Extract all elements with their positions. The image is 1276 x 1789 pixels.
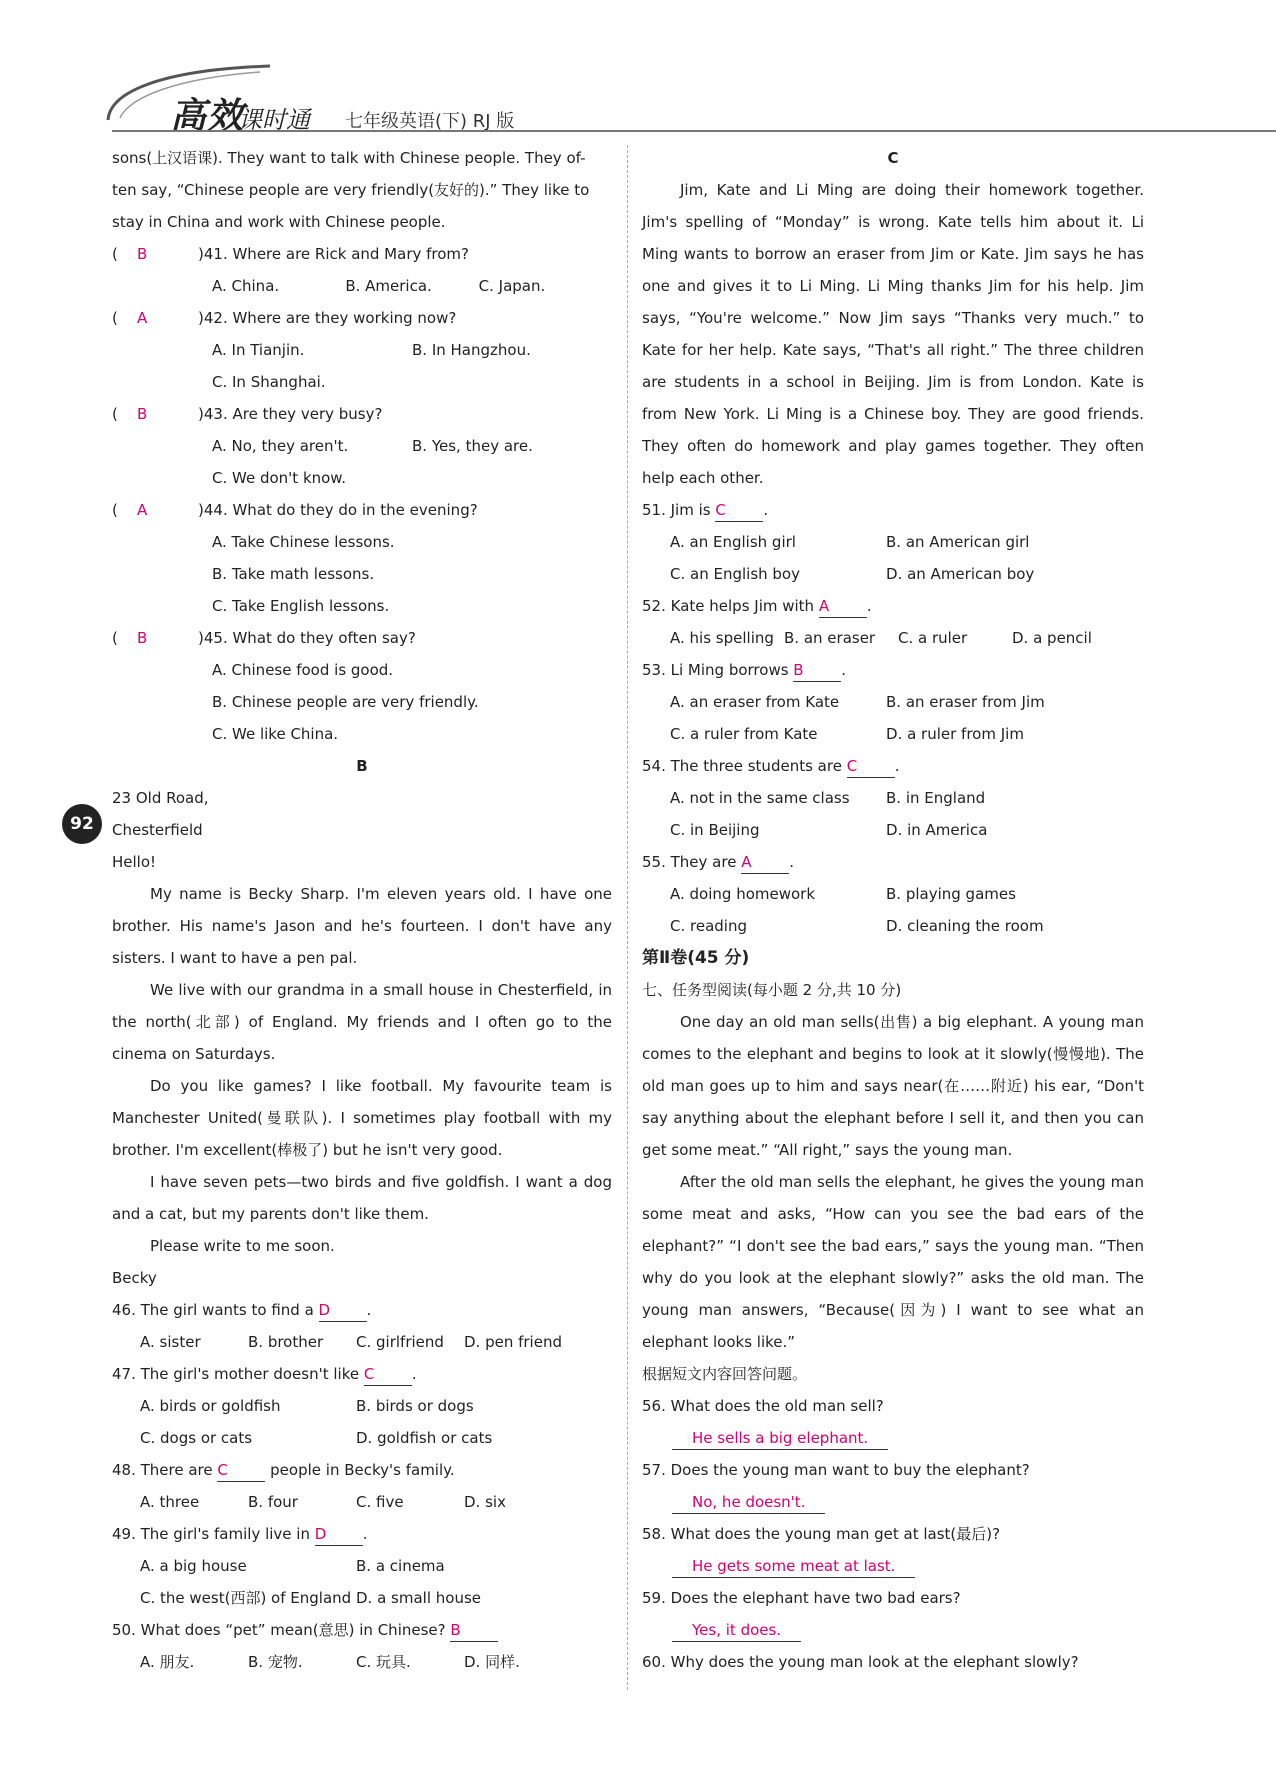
letter-paragraph: Please write to me soon.	[150, 1237, 335, 1255]
option-text: D. an American boy	[886, 565, 1035, 583]
option-text: A. In Tianjin.	[212, 341, 305, 359]
answer-text: He gets some meat at last.	[672, 1555, 915, 1578]
option-text: A. doing homework	[670, 885, 816, 903]
option-text: D. 同样.	[464, 1653, 520, 1671]
answer-blank: A	[819, 595, 867, 618]
option-text: C. five	[356, 1493, 404, 1511]
options-row	[112, 334, 612, 366]
option-text: D. in America	[886, 821, 988, 839]
task-title: 七、任务型阅读(每小题 2 分,共 10 分)	[642, 981, 902, 999]
answer-text: B	[136, 405, 148, 423]
options-row	[112, 654, 612, 686]
section-heading: B	[356, 757, 368, 775]
options-row	[112, 366, 612, 398]
question-row: 51. Jim is C .	[642, 494, 1144, 526]
options-row	[112, 558, 612, 590]
option-text: C. Japan.	[478, 277, 546, 295]
options-row	[642, 622, 1144, 654]
option-text: A. China.	[212, 277, 280, 295]
answer-blank: B	[793, 659, 841, 682]
option-text: A. not in the same class	[670, 789, 850, 807]
question-row: 52. Kate helps Jim with A .	[642, 590, 1144, 622]
answer-blank: C	[715, 499, 763, 522]
answer-text: B	[136, 245, 148, 263]
option-text: C. the west(西部) of England	[140, 1589, 352, 1607]
options-row	[112, 1550, 612, 1582]
options-row	[642, 814, 1144, 846]
option-text: D. goldfish or cats	[356, 1429, 493, 1447]
option-text: A. Take Chinese lessons.	[212, 533, 395, 551]
answer-line	[642, 1486, 1144, 1518]
option-text: D. six	[464, 1493, 506, 1511]
options-row	[642, 558, 1144, 590]
passage-paragraph: Jim, Kate and Li Ming are doing their homework together. Jim's spelling of “Monday” is wrong. Kate tells him about it. Li Ming wants to borrow an eraser from Jim or Kate. Jim says he has one and gives it to Li Ming. Li Ming thanks Jim for his help. Jim says, “You're welcome.” Now Jim says “Thanks very much.” to Kate for her help. Kate says, “That's all right.” The three children are students in a school in Beijing. Jim is from London. Kate is from New York. Li Ming is a Chinese boy. They are good friends. They often do homework and play games together. They often help each other.	[642, 181, 1144, 487]
options-row	[112, 590, 612, 622]
question-text: )42. Where are they working now?	[198, 309, 457, 327]
question-row	[112, 398, 612, 430]
question-row: 53. Li Ming borrows B .	[642, 654, 1144, 686]
options-row	[112, 1486, 612, 1518]
question-row	[112, 238, 612, 270]
passage-paragraph: One day an old man sells(出售) a big elephant. A young man comes to the elephant and begins to look at it slowly(慢慢地). The old man goes up to him and says near(在……附近) his ear, “Don't say anything about the elephant before I sell it, and then you can get some meat.” “All right,” says the young man.	[642, 1013, 1144, 1159]
part-title: 第Ⅱ卷(45 分)	[642, 948, 750, 968]
question-row: 48. There are C people in Becky's family.	[112, 1454, 612, 1486]
options-row	[112, 462, 612, 494]
question-text: 60. Why does the young man look at the elephant slowly?	[642, 1653, 1079, 1671]
option-text: C. in Beijing	[670, 821, 760, 839]
option-text: B. Yes, they are.	[412, 437, 533, 455]
options-row	[112, 1422, 612, 1454]
option-text: A. 朋友.	[140, 1653, 195, 1671]
option-text: A. three	[140, 1493, 200, 1511]
option-text: B. in England	[886, 789, 986, 807]
address-line: 23 Old Road,	[112, 789, 209, 807]
brand-logo: 高效	[170, 95, 245, 137]
answer-line	[642, 1550, 1144, 1582]
option-text: A. an eraser from Kate	[670, 693, 840, 711]
option-text: D. a small house	[356, 1589, 482, 1607]
answer-paren: ( B	[112, 245, 148, 263]
option-text: B. an American girl	[886, 533, 1030, 551]
letter-paragraph: We live with our grandma in a small house in Chesterfield, in the north(北部) of England. My friends and I often go to the cinema on Saturdays.	[112, 981, 612, 1063]
answer-blank: B	[450, 1619, 498, 1642]
option-text: C. We don't know.	[212, 469, 346, 487]
option-text: B. playing games	[886, 885, 1016, 903]
option-text: B. an eraser from Jim	[886, 693, 1045, 711]
answer-paren: ( B	[112, 405, 148, 423]
question-text: 56. What does the old man sell?	[642, 1397, 884, 1415]
question-row	[112, 302, 612, 334]
option-text: C. girlfriend	[356, 1333, 444, 1351]
question-row: 47. The girl's mother doesn't like C .	[112, 1358, 612, 1390]
options-row	[112, 430, 612, 462]
options-row	[112, 1326, 612, 1358]
letter-signature: Becky	[112, 1269, 157, 1287]
answer-paren: ( A	[112, 309, 148, 327]
answer-text: He sells a big elephant.	[672, 1427, 888, 1450]
letter-greeting: Hello!	[112, 853, 157, 871]
options-row	[112, 270, 612, 302]
answer-line	[642, 1614, 1144, 1646]
option-text: B. In Hangzhou.	[412, 341, 531, 359]
option-text: B. an eraser	[784, 629, 876, 647]
option-text: D. cleaning the room	[886, 917, 1044, 935]
option-text: B. a cinema	[356, 1557, 445, 1575]
question-text: 59. Does the elephant have two bad ears?	[642, 1589, 961, 1607]
question-row: 49. The girl's family live in D .	[112, 1518, 612, 1550]
question-row	[112, 494, 612, 526]
answer-line	[642, 1422, 1144, 1454]
option-text: B. 宠物.	[248, 1653, 303, 1671]
brand-subtitle: 课时通	[238, 106, 310, 134]
left-column	[112, 142, 612, 1678]
passage-paragraph: After the old man sells the elephant, he gives the young man some meat and asks, “How can you see the bad ears of the elephant?” “I don't see the bad ears,” says the young man. “Then why do you look at the elephant slowly?” asks the old man. The young man answers, “Because(因为) I want to see what an elephant looks like.”	[642, 1173, 1144, 1351]
option-text: C. In Shanghai.	[212, 373, 326, 391]
option-text: C. dogs or cats	[140, 1429, 253, 1447]
answer-text: B	[136, 629, 148, 647]
letter-paragraph: Do you like games? I like football. My favourite team is Manchester United(曼联队). I sometimes play football with my brother. I'm excellent(棒极了) but he isn't very good.	[112, 1077, 612, 1159]
options-row	[642, 910, 1144, 942]
option-text: A. sister	[140, 1333, 201, 1351]
option-text: B. birds or dogs	[356, 1397, 474, 1415]
option-text: D. pen friend	[464, 1333, 562, 1351]
passage-line: stay in China and work with Chinese people.	[112, 213, 446, 231]
question-text: )44. What do they do in the evening?	[198, 501, 478, 519]
answer-text: A	[136, 501, 148, 519]
option-text: A. No, they aren't.	[212, 437, 349, 455]
page-number-badge: 92	[62, 804, 102, 844]
option-text: C. an English boy	[670, 565, 800, 583]
options-row	[642, 718, 1144, 750]
answer-blank: D	[315, 1523, 363, 1546]
option-text: C. Take English lessons.	[212, 597, 390, 615]
option-text: A. a big house	[140, 1557, 247, 1575]
option-text: C. 玩具.	[356, 1653, 411, 1671]
question-text: 58. What does the young man get at last(最后)?	[642, 1525, 1001, 1543]
question-text: )43. Are they very busy?	[198, 405, 383, 423]
letter-paragraph: I have seven pets—two birds and five goldfish. I want a dog and a cat, but my parents don't like them.	[112, 1173, 612, 1223]
passage-line: sons(上汉语课). They want to talk with Chinese people. They of-	[112, 149, 586, 167]
options-row	[642, 526, 1144, 558]
options-row	[642, 686, 1144, 718]
options-row	[642, 782, 1144, 814]
section-heading: C	[887, 149, 899, 167]
option-text: A. birds or goldfish	[140, 1397, 281, 1415]
options-row	[112, 526, 612, 558]
option-text: C. a ruler from Kate	[670, 725, 818, 743]
book-title: 七年级英语(下) RJ 版	[345, 111, 515, 132]
answer-blank: C	[364, 1363, 412, 1386]
question-row: 50. What does “pet” mean(意思) in Chinese? B	[112, 1614, 612, 1646]
question-row: 54. The three students are C .	[642, 750, 1144, 782]
answer-paren: ( B	[112, 629, 148, 647]
option-text: D. a ruler from Jim	[886, 725, 1024, 743]
option-text: A. Chinese food is good.	[212, 661, 394, 679]
option-text: C. a ruler	[898, 629, 968, 647]
answer-text: Yes, it does.	[672, 1619, 801, 1642]
answer-blank: C	[847, 755, 895, 778]
options-row	[642, 878, 1144, 910]
option-text: B. Chinese people are very friendly.	[212, 693, 479, 711]
option-text: C. reading	[670, 917, 747, 935]
answer-blank: C	[217, 1459, 265, 1482]
option-text: B. four	[248, 1493, 298, 1511]
instruction-text: 根据短文内容回答问题。	[642, 1365, 808, 1383]
option-text: A. an English girl	[670, 533, 796, 551]
question-text: )41. Where are Rick and Mary from?	[198, 245, 469, 263]
header-rule	[112, 130, 1276, 132]
question-text: )45. What do they often say?	[198, 629, 416, 647]
options-row	[112, 1390, 612, 1422]
option-text: A. his spelling	[670, 629, 774, 647]
option-text: B. America.	[345, 277, 432, 295]
answer-paren: ( A	[112, 501, 148, 519]
question-row: 46. The girl wants to find a D .	[112, 1294, 612, 1326]
passage-line: ten say, “Chinese people are very friendly(友好的).” They like to	[112, 181, 590, 199]
options-row	[112, 1646, 612, 1678]
answer-blank: D	[319, 1299, 367, 1322]
question-row: 55. They are A .	[642, 846, 1144, 878]
option-text: C. We like China.	[212, 725, 339, 743]
option-text: B. brother	[248, 1333, 324, 1351]
options-row	[112, 686, 612, 718]
option-text: B. Take math lessons.	[212, 565, 375, 583]
question-row	[112, 622, 612, 654]
letter-paragraph: My name is Becky Sharp. I'm eleven years old. I have one brother. His name's Jason and he's fourteen. I don't have any sisters. I want to have a pen pal.	[112, 885, 612, 967]
answer-blank: A	[741, 851, 789, 874]
options-row	[112, 718, 612, 750]
right-column	[642, 142, 1144, 1678]
question-text: 57. Does the young man want to buy the elephant?	[642, 1461, 1030, 1479]
answer-text: A	[136, 309, 148, 327]
option-text: D. a pencil	[1012, 629, 1092, 647]
column-divider	[627, 145, 628, 1690]
answer-text: No, he doesn't.	[672, 1491, 825, 1514]
page-header	[0, 0, 1276, 140]
options-row	[112, 1582, 612, 1614]
address-line: Chesterfield	[112, 821, 203, 839]
